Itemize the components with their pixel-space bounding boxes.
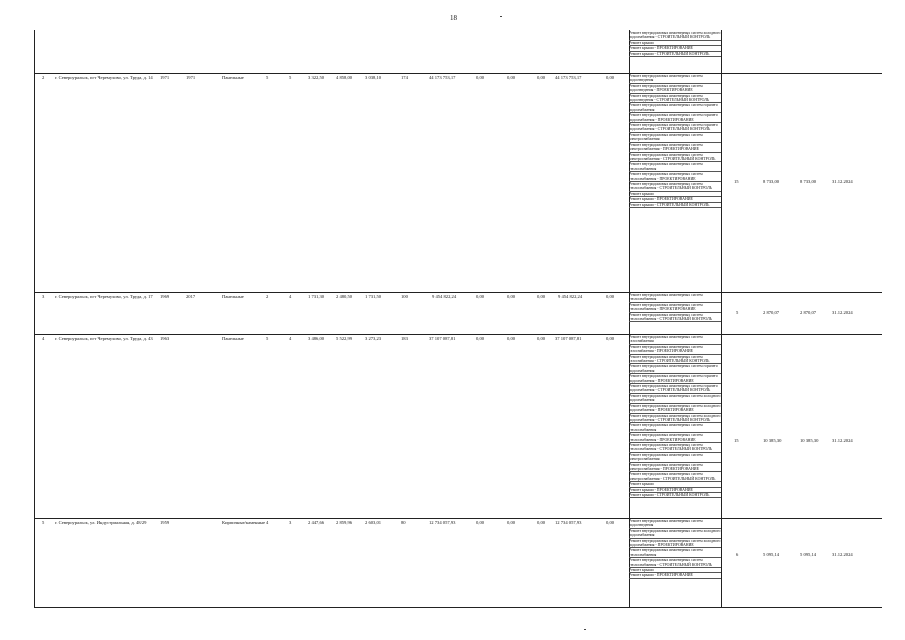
cost-total: 9 454 822,24 [432,294,457,299]
work-list [629,31,721,72]
floors: 5 [266,336,269,341]
work-item: Ремонт внутридомовых инженерных систем электроснабжения [629,453,721,463]
year-built: 1963 [160,336,170,341]
cost-c3: 0,00 [537,520,546,525]
residents: 174 [401,75,408,80]
entrances: 3 [289,520,292,525]
work-item: Ремонт внутридомовых инженерных систем теплоснабжения [629,423,721,433]
area-a: 2 480,50 [336,294,353,299]
row-number: 3 [42,294,45,299]
wall-material: Панельные [222,336,244,341]
area-total: 3 322,50 [308,75,325,80]
work-item: Ремонт внутридомовых инженерных систем горячего водоснабжения - СТРОИТЕЛЬНЫЙ КОНТРОЛЬ [629,384,721,394]
cost-c5: 0,00 [606,336,615,341]
work-item: Ремонт внутридомовых инженерных систем холодного водоснабжения [629,528,721,538]
work-item: Ремонт внутридомовых инженерных систем электроснабжения - СТРОИТЕЛЬНЫЙ КОНТРОЛЬ [629,153,721,163]
residents: 80 [401,520,406,525]
row-number: 4 [42,336,45,341]
cost-c2: 0,00 [507,75,516,80]
work-item: Ремонт внутридомовых инженерных систем горячего водоснабжения - СТРОИТЕЛЬНЫЙ КОНТРОЛЬ [629,123,721,133]
cost-total: 37 107 087,81 [429,336,456,341]
work-item: Ремонт внутридомовых инженерных систем водоотведения - ПРОЕКТИРОВАНИЕ [629,84,721,94]
scan-mark [500,16,502,17]
max-cost: 10 385,30 [800,438,819,443]
work-item: Ремонт внутридомовых инженерных систем теплоснабжения [629,548,721,558]
cost-c2: 0,00 [507,520,516,525]
spec-cost: 5 095,14 [763,552,780,557]
entrances: 5 [289,75,292,80]
work-item: Ремонт внутридомовых инженерных систем водоотведения [629,519,721,529]
work-item: Ремонт крыши - ПРОЕКТИРОВАНИЕ [629,46,721,51]
work-item: Ремонт внутридомовых инженерных систем теплоснабжения - СТРОИТЕЛЬНЫЙ КОНТРОЛЬ [629,182,721,192]
cost-c3: 0,00 [537,75,546,80]
floors: 5 [266,75,269,80]
cost-total: 12 734 057,93 [429,520,456,525]
cost-c4: 12 734 057,93 [555,520,582,525]
work-item: Ремонт внутридомовых инженерных систем теплоснабжения [629,293,721,303]
wall-material: Панельные [222,294,244,299]
residents: 183 [401,336,408,341]
cost-c1: 0,00 [476,75,485,80]
area-b: 2 603,01 [365,520,382,525]
cost-c1: 0,00 [476,336,485,341]
cost-c4: 9 454 822,24 [558,294,583,299]
work-item: Ремонт крыши [629,482,721,487]
cost-c2: 0,00 [507,336,516,341]
row-divider [34,518,882,519]
max-cost: 5 095,14 [800,552,817,557]
work-item: Ремонт внутридомовых инженерных систем теплоснабжения - ПРОЕКТИРОВАНИЕ [629,433,721,443]
work-item: Ремонт крыши - СТРОИТЕЛЬНЫЙ КОНТРОЛЬ [629,203,721,208]
floors: 4 [266,520,269,525]
cost-c3: 0,00 [537,336,546,341]
work-item: Ремонт крыши [629,41,721,46]
area-a: 4 858,00 [336,75,353,80]
cost-total: 44 173 753,17 [429,75,456,80]
units: 5 [736,310,739,315]
wall-material: Кирпичные/каменные [222,520,266,525]
cost-c5: 0,00 [606,75,615,80]
area-a: 5 522,99 [336,336,353,341]
work-list [629,335,721,517]
work-item: Ремонт внутридомовых инженерных систем холодного водоснабжения - ПРОЕКТИРОВАНИЕ [629,403,721,413]
work-item: Ремонт крыши - СТРОИТЕЛЬНЫЙ КОНТРОЛЬ [629,52,721,57]
work-item: Ремонт внутридомовых инженерных систем холодного водоснабжения - ПРОЕКТИРОВАНИЕ [629,538,721,548]
deadline: 31.12.2024 [832,438,853,443]
work-list [629,519,721,606]
work-item: Ремонт внутридомовых инженерных систем горячего водоснабжения [629,364,721,374]
area-b: 3 038,10 [365,75,382,80]
work-item: Ремонт крыши - ПРОЕКТИРОВАНИЕ [629,573,721,578]
spec-cost: 8 733,00 [763,179,780,184]
work-item: Ремонт внутридомовых инженерных систем электроснабжения - ПРОЕКТИРОВАНИЕ [629,463,721,473]
work-item: Ремонт внутридомовых инженерных систем электроснабжения - ПРОЕКТИРОВАНИЕ [629,143,721,153]
scan-mark [584,629,586,630]
row-number: 5 [42,520,45,525]
residents: 100 [401,294,408,299]
area-b: 3 273,23 [365,336,382,341]
year-commissioned: 1971 [186,75,196,80]
floors: 2 [266,294,269,299]
work-item: Ремонт внутридомовых инженерных систем холодного водоснабжения - СТРОИТЕЛЬНЫЙ КОНТРОЛЬ [629,413,721,422]
work-item: Ремонт внутридомовых инженерных систем теплоснабжения - ПРОЕКТИРОВАНИЕ [629,303,721,313]
year-built: 1959 [160,520,170,525]
work-item: Ремонт крыши - ПРОЕКТИРОВАНИЕ [629,488,721,493]
work-item: Ремонт крыши [629,568,721,573]
work-item: Ремонт крыши - ПРОЕКТИРОВАНИЕ [629,197,721,202]
row-divider [34,73,882,74]
spec-cost: 2 870,07 [763,310,780,315]
grid-line [721,30,722,608]
work-item: Ремонт внутридомовых инженерных систем холодного водоснабжения [629,393,721,403]
page-number: 18 [450,14,457,22]
cost-c4: 37 107 087,81 [555,336,582,341]
work-list [629,74,721,291]
work-item: Ремонт внутридомовых инженерных систем газоснабжения - ПРОЕКТИРОВАНИЕ [629,345,721,355]
spec-cost: 10 385,30 [763,438,782,443]
cost-c4: 44 173 753,17 [555,75,582,80]
area-b: 1 731,50 [365,294,382,299]
row-number: 2 [42,75,45,80]
work-item: Ремонт крыши [629,192,721,197]
address: г. Североуральск, ул. Индустриальная, д. 48/29 [55,520,147,525]
row-divider [34,292,882,293]
year-built: 1969 [160,294,170,299]
work-item: Ремонт крыши - СТРОИТЕЛЬНЫЙ КОНТРОЛЬ [629,493,721,498]
work-item: Ремонт внутридомовых инженерных систем водоотведения - СТРОИТЕЛЬНЫЙ КОНТРОЛЬ [629,94,721,104]
work-item: Ремонт внутридомовых инженерных систем электроснабжения - СТРОИТЕЛЬНЫЙ КОНТРОЛЬ [629,472,721,482]
address: г. Североуральск, пгт Черемухово, ул. Труда, д. 43 [55,336,153,341]
area-total: 3 486,00 [308,336,325,341]
max-cost: 2 870,07 [800,310,817,315]
entrances: 4 [289,336,292,341]
cost-c5: 0,00 [606,520,615,525]
address: г. Североуральск, пгт Черемухово, ул. Труда, д. 14 [55,75,153,80]
units: 6 [736,552,739,557]
units: 15 [734,438,739,443]
work-item: Ремонт внутридомовых инженерных систем газоснабжения [629,335,721,345]
cost-c2: 0,00 [507,294,516,299]
work-item: Ремонт внутридомовых инженерных систем водоотведения [629,74,721,84]
work-list [629,293,721,333]
work-item: Ремонт внутридомовых инженерных систем теплоснабжения - СТРОИТЕЛЬНЫЙ КОНТРОЛЬ [629,313,721,323]
area-a: 2 859,96 [336,520,353,525]
work-item: Ремонт внутридомовых инженерных систем теплоснабжения - СТРОИТЕЛЬНЫЙ КОНТРОЛЬ [629,558,721,568]
grid-line [34,30,35,608]
deadline: 31.12.2024 [832,179,853,184]
area-total: 2 447,66 [308,520,325,525]
cost-c3: 0,00 [537,294,546,299]
work-item: Ремонт внутридомовых инженерных систем газоснабжения - СТРОИТЕЛЬНЫЙ КОНТРОЛЬ [629,355,721,365]
wall-material: Панельные [222,75,244,80]
entrances: 4 [289,294,292,299]
deadline: 31.12.2024 [832,310,853,315]
year-commissioned: 2017 [186,294,196,299]
table-bottom [34,607,882,608]
units: 15 [734,179,739,184]
cost-c5: 0,00 [606,294,615,299]
max-cost: 8 733,00 [800,179,817,184]
work-item: Ремонт внутридомовых инженерных систем теплоснабжения [629,162,721,172]
row-divider [34,334,882,335]
cost-c1: 0,00 [476,294,485,299]
work-item: Ремонт внутридомовых инженерных систем теплоснабжения - СТРОИТЕЛЬНЫЙ КОНТРОЛЬ [629,443,721,453]
work-item: Ремонт внутридомовых инженерных систем холодного водоснабжения - СТРОИТЕЛЬНЫЙ КОНТРОЛЬ [629,31,721,40]
work-item: Ремонт внутридомовых инженерных систем горячего водоснабжения - ПРОЕКТИРОВАНИЕ [629,113,721,123]
work-item: Ремонт внутридомовых инженерных систем горячего водоснабжения - ПРОЕКТИРОВАНИЕ [629,374,721,384]
work-item: Ремонт внутридомовых инженерных систем горячего водоснабжения [629,103,721,113]
work-item: Ремонт внутридомовых инженерных систем теплоснабжения - ПРОЕКТИРОВАНИЕ [629,172,721,182]
deadline: 31.12.2024 [832,552,853,557]
cost-c1: 0,00 [476,520,485,525]
address: г. Североуральск, пгт Черемухово, ул. Труда, д. 17 [55,294,153,299]
work-item: Ремонт внутридомовых инженерных систем электроснабжения [629,133,721,143]
area-total: 1 731,30 [308,294,325,299]
year-built: 1971 [160,75,170,80]
